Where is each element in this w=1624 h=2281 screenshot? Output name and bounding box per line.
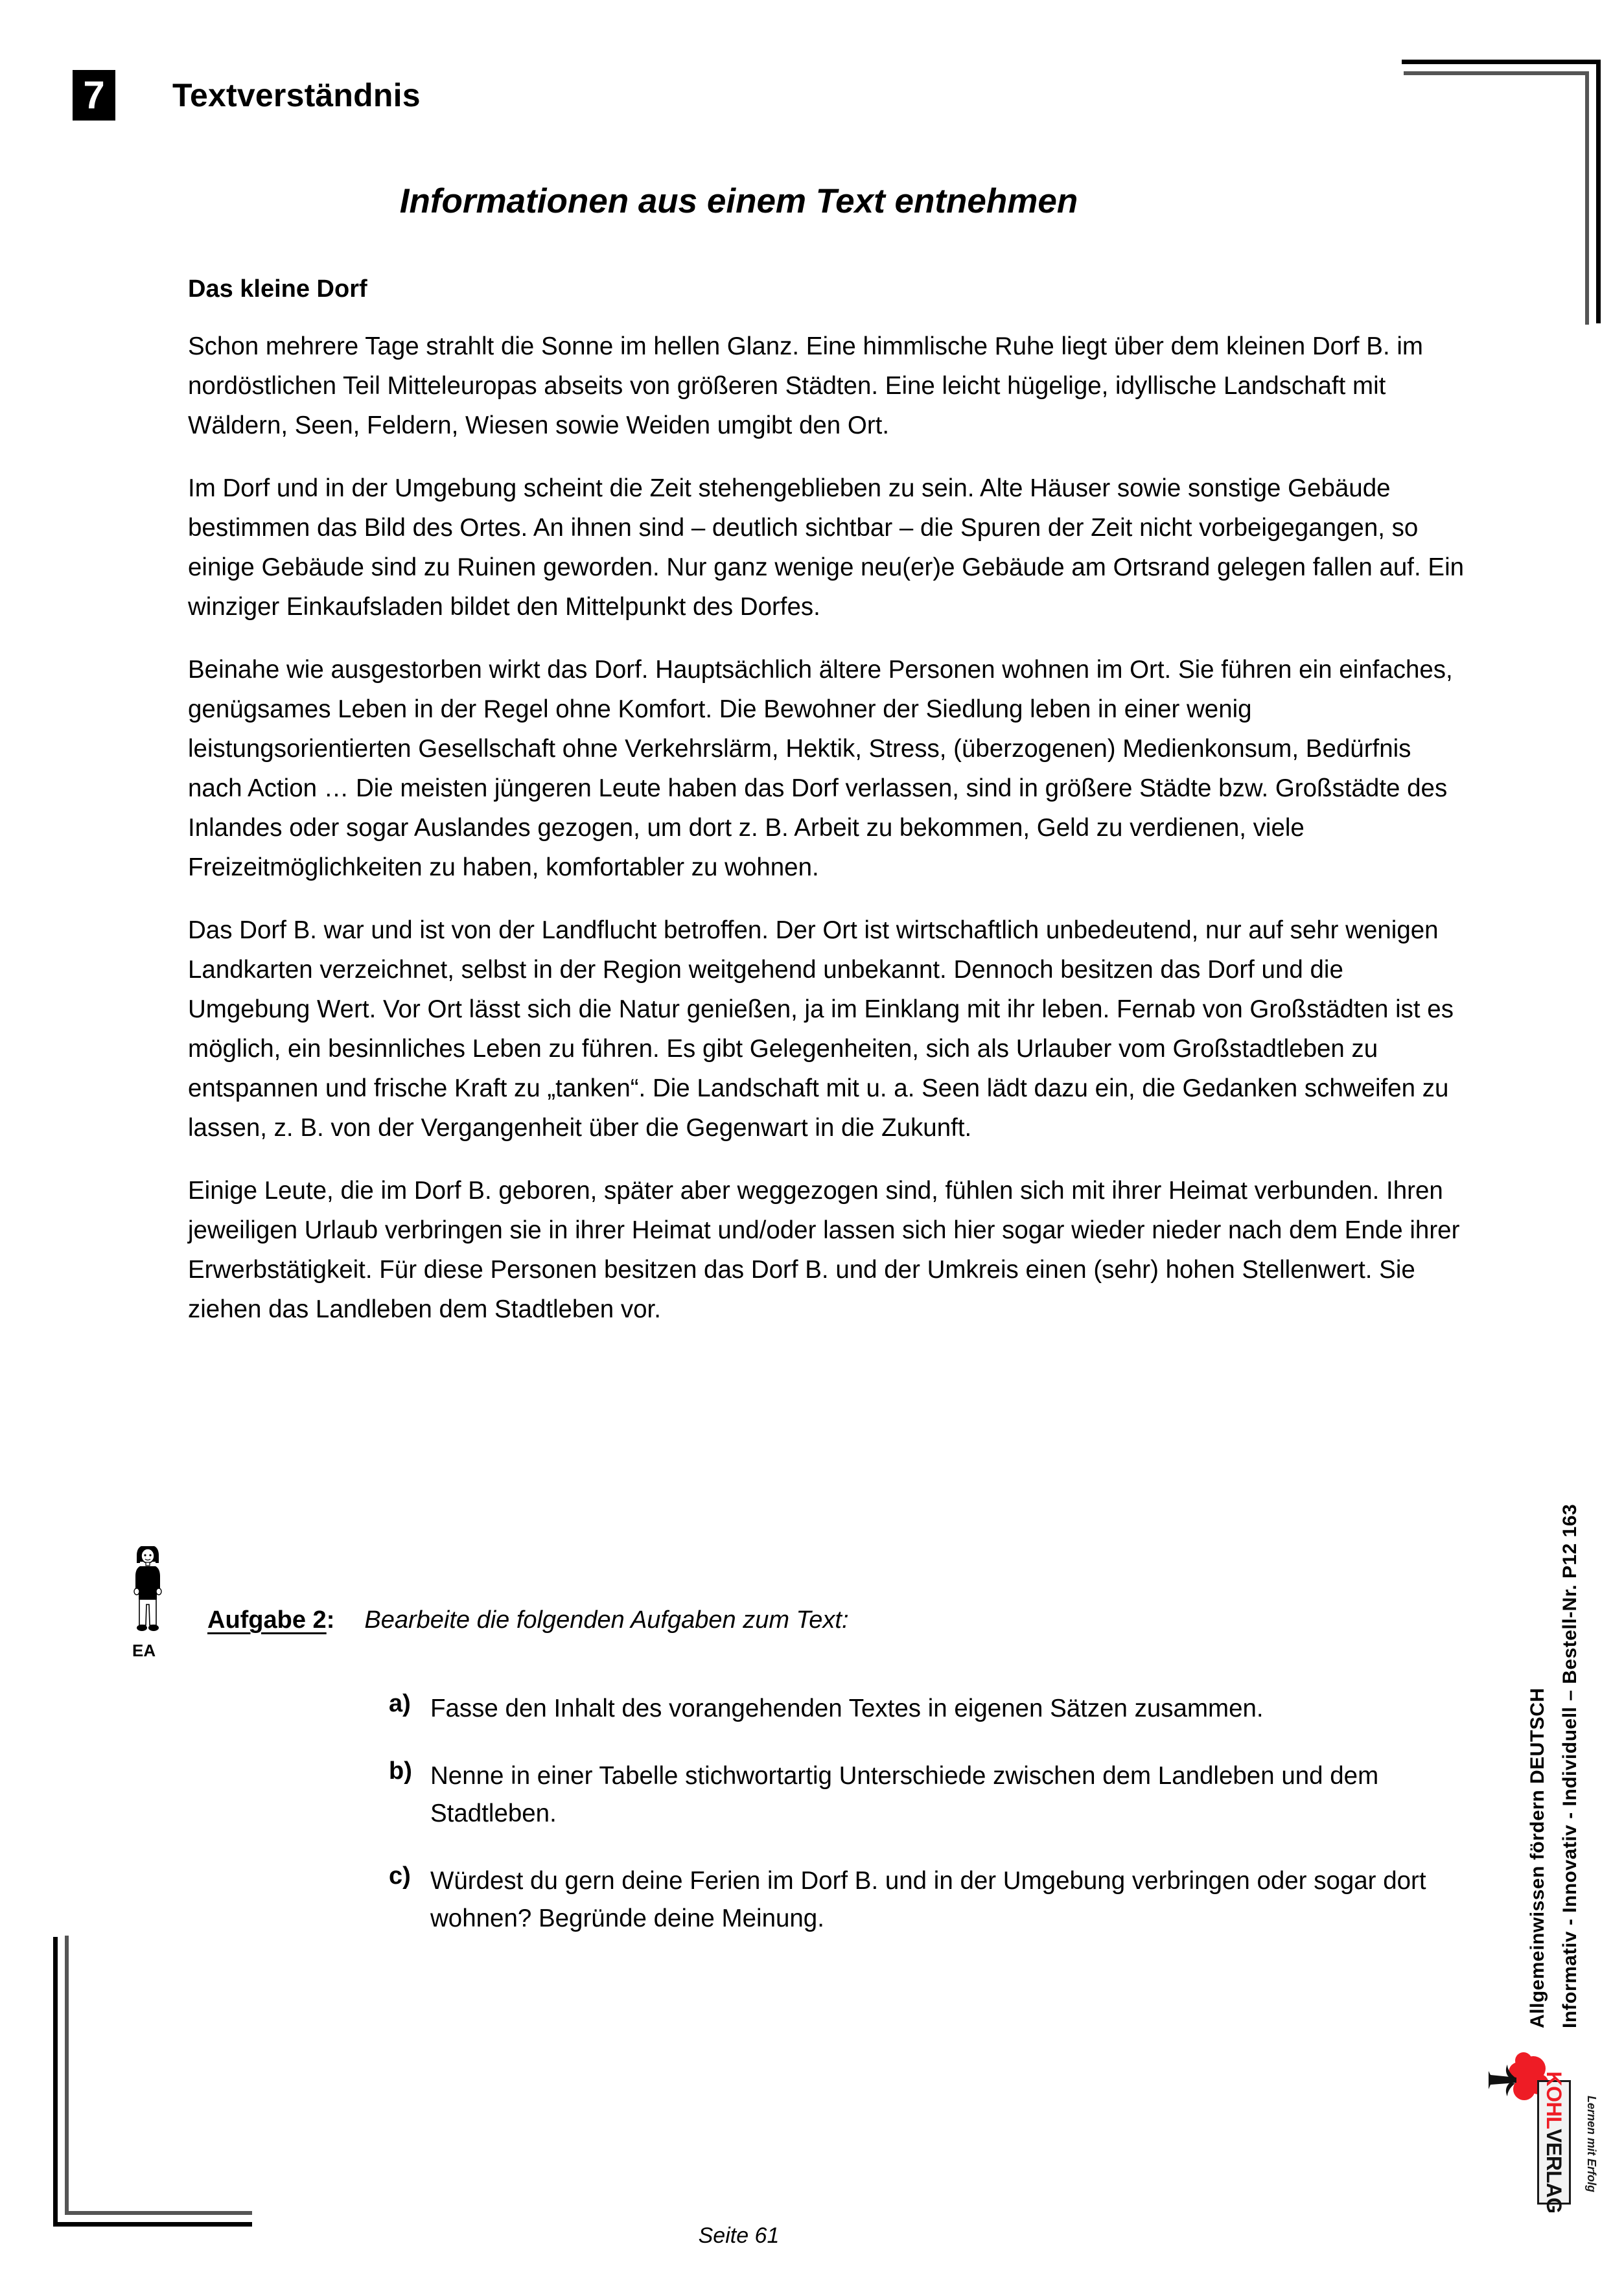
section-title: Textverständnis bbox=[172, 77, 421, 113]
margin-series-title: Allgemeinwissen fördern DEUTSCH bbox=[1527, 1687, 1548, 2028]
task-item bbox=[389, 1690, 1465, 1728]
logo-name-verlag: VERLAG bbox=[1542, 2129, 1566, 2214]
task-header bbox=[130, 1542, 1465, 1660]
margin-series-info bbox=[1524, 1328, 1602, 2028]
page-title: Informationen aus einem Text entnehmen bbox=[399, 182, 1078, 220]
margin-order-number: Informativ - Innovativ - Individuell – Bestell-Nr. P12 163 bbox=[1559, 1503, 1581, 2028]
logo-name-kohl: KOHL bbox=[1542, 2071, 1566, 2129]
task-section bbox=[130, 1542, 1465, 1967]
task-list bbox=[389, 1690, 1465, 1938]
text-heading: Das kleine Dorf bbox=[188, 275, 367, 303]
logo-wordmark bbox=[1537, 2071, 1571, 2214]
task-item-marker: a) bbox=[389, 1690, 411, 1717]
page-header bbox=[73, 70, 421, 121]
task-item-text: Fasse den Inhalt des vorangehenden Textes in eigenen Sätzen zusammen. bbox=[430, 1695, 1264, 1722]
reading-text-block bbox=[188, 275, 1465, 1352]
chapter-number-badge: 7 bbox=[73, 70, 115, 121]
logo-tagline: Lernen mit Erfolg bbox=[1585, 2096, 1598, 2193]
social-form-label: EA bbox=[132, 1641, 156, 1660]
text-paragraph: Beinahe wie ausgestorben wirkt das Dorf. Hauptsächlich ältere Personen wohnen im Ort. Sie führen ein einfaches, genügsames Leben in der Regel ohne Komfort. Die Bewohner der Siedlung leben in einer wenig leistungsorientierten Gesellschaft ohne Verkehrslärm, Hektik, Stress, (überzogenen) Medienkonsum, Bedürfnis nach Action … Die meisten jüngeren Leute haben das Dorf verlassen, sind in größere Städte bzw. Großstädte des Inlandes oder sogar Auslandes gezogen, um dort z. B. Arbeit zu bekommen, Geld zu verdienen, viele Freizeitmöglichkeiten zu haben, komfortabler zu wohnen. bbox=[188, 656, 1453, 881]
task-item-text: Würdest du gern deine Ferien im Dorf B. und in der Umgebung verbringen oder sogar dort wohnen? Begründe deine Meinung. bbox=[430, 1867, 1426, 1932]
task-item-marker: b) bbox=[389, 1757, 412, 1785]
text-paragraph: Im Dorf und in der Umgebung scheint die Zeit stehengeblieben zu sein. Alte Häuser sowie sonstige Gebäude bestimmen das Bild des Ortes. An ihnen sind – deutlich sichtbar – die Spuren der Zeit nicht vorbeigegangen, so einige Gebäude sind zu Ruinen geworden. Nur ganz wenige neu(er)e Gebäude am Ortsrand gelegen fallen auf. Ein winziger Einkaufsladen bildet den Mittelpunkt des Dorfes. bbox=[188, 474, 1465, 621]
text-paragraph: Das Dorf B. war und ist von der Landflucht betroffen. Der Ort ist wirtschaftlich unbedeutend, nur auf sehr wenigen Landkarten verzeichnet, selbst in der Region weitgehend unbekannt. Dennoch besitzen das Dorf und die Umgebung Wert. Vor Ort lässt sich die Natur genießen, ja im Einklang mit ihr leben. Fernab von Großstädten ist es möglich, ein besinnliches Leben zu führen. Es gibt Gelegenheiten, sich als Urlauber vom Großstadtleben zu entspannen und frische Kraft zu „tanken“. Die Landschaft mit u. a. Seen lädt dazu ein, die Gedanken schweifen zu lassen, z. B. von der Vergangenheit über die Gegenwart in die Zukunft. bbox=[188, 916, 1454, 1142]
task-label-colon: : bbox=[326, 1606, 335, 1634]
task-item bbox=[389, 1757, 1465, 1833]
text-paragraph: Einige Leute, die im Dorf B. geboren, später aber weggezogen sind, fühlen sich mit ihrer Heimat verbunden. Ihren jeweiligen Urlaub verbringen sie in ihrer Heimat und/oder lassen sich hier sogar wieder nieder nach dem Ende ihrer Erwerbstätigkeit. Für diese Personen besitzen das Dorf B. und der Umkreis einen (sehr) hohen Stellenwert. Sie ziehen das Landleben dem Stadtleben vor. bbox=[188, 1177, 1460, 1323]
task-item-marker: c) bbox=[389, 1862, 411, 1890]
page-number: Seite 61 bbox=[698, 2223, 780, 2248]
task-item bbox=[389, 1862, 1465, 1938]
task-instruction: Bearbeite die folgenden Aufgaben zum Text: bbox=[364, 1606, 849, 1634]
corner-bracket-bottom-left-inner bbox=[65, 1936, 252, 2215]
task-item-text: Nenne in einer Tabelle stichwortartig Unterschiede zwischen dem Landleben und dem Stadtleben. bbox=[430, 1762, 1379, 1827]
corner-bracket-bottom-left bbox=[53, 1937, 252, 2227]
single-work-person-icon bbox=[130, 1542, 166, 1660]
publisher-logo bbox=[1484, 2049, 1607, 2214]
text-paragraph: Schon mehrere Tage strahlt die Sonne im hellen Glanz. Eine himmlische Ruhe liegt über dem kleinen Dorf B. im nordöstlichen Teil Mitteleuropas abseits von größeren Städten. Eine leicht hügelige, idyllische Landschaft mit Wäldern, Seen, Feldern, Wiesen sowie Weiden umgibt den Ort. bbox=[188, 332, 1423, 439]
task-label: Aufgabe 2 bbox=[207, 1606, 327, 1634]
